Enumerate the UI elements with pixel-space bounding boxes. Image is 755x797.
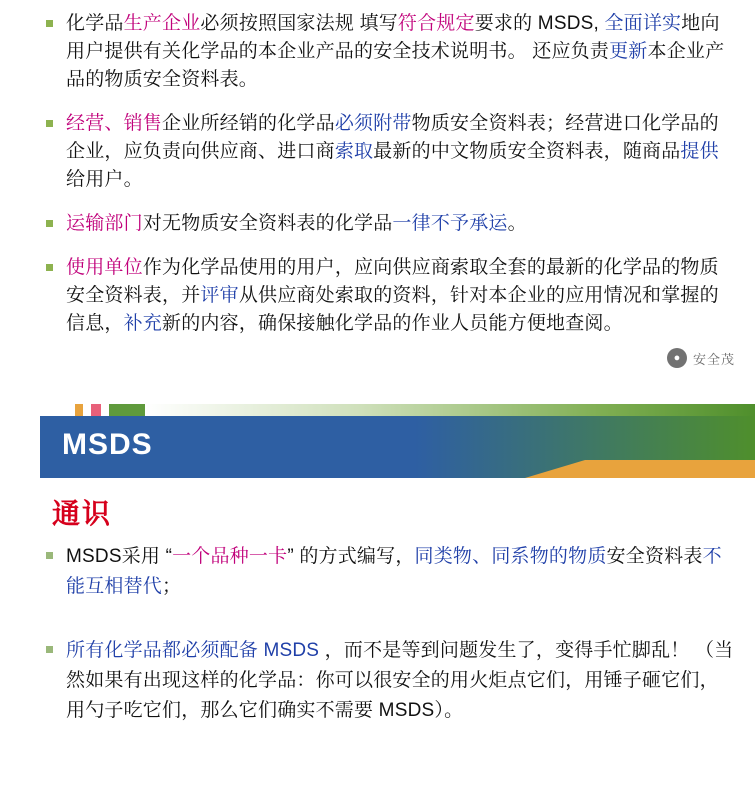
bullet-marker-icon [46,220,53,227]
text-run: 一个品种一卡 [172,546,288,567]
text-run: 物质安全资料表；经营进口化学品的企业，应负责向供应商、进口商 [66,113,719,162]
slide-bottom [0,404,755,797]
text-run: 必须按照国家法规 填写 [200,13,398,34]
text-run: 对无物质安全资料表的化学品 [142,213,393,234]
section-subtitle: 通识 [52,498,113,529]
text-run: 生产企业 [123,13,201,34]
slide-top-content [0,0,755,338]
text-run: 同类物、同系物的物质 [414,546,607,567]
slide-bottom-content [0,536,755,726]
list-item [38,110,737,194]
title-band-accent [525,460,755,478]
page-title: MSDS [62,428,153,461]
text-run: 符合规定 [397,13,475,34]
watermark-stamp [667,348,735,368]
title-band-left-edge [0,416,40,478]
text-run: MSDS采用 “ [66,546,173,567]
topbar-segment [91,404,101,416]
bullet-text [66,546,722,597]
text-run: 所有化学品都必须配备 MSDS [66,640,320,661]
bullet-text [66,13,724,90]
text-run: ； [162,576,182,597]
topbar-segment [0,404,75,416]
title-band [0,416,755,478]
slide-top [0,0,755,394]
text-run: 索取 [334,141,374,162]
topbar-segment [101,404,109,416]
text-run: 给用户。 [66,169,143,190]
text-run: 作为化学品使用的用户，应向供应商索取全套的最新的化学品的物质安全资料表，并 [66,257,719,306]
text-run: 全面详实 [604,13,682,34]
list-item [38,10,737,94]
wechat-badge-icon: ● [667,348,687,368]
text-run: 安全资料表 [606,546,703,567]
topbar-gradient [145,404,755,416]
bullet-text [66,640,733,721]
bullet-marker-icon [46,120,53,127]
text-run: 使用单位 [66,257,143,278]
text-run: ，而不是等到问题发生了，变得手忙脚乱！ （当然如果有出现这样的化学品：你可以很安全的用火炬点它们，用锤子砸它们，用勺子吃它们，那么它们确实不需要 MSDS）。 [66,640,734,721]
topbar-segment [109,404,145,416]
bullet-marker-icon [46,646,53,653]
text-run: 必须附带 [334,113,412,134]
bullet-marker-icon [46,552,53,559]
bullet-list-bottom [38,542,735,726]
topbar-segment [83,404,91,416]
text-run: 新的内容，确保接触化学品的作业人员能方便地查阅。 [162,313,623,334]
list-item [38,254,737,338]
list-item [38,636,735,726]
text-run: 地向用户提供有关化学品的本企业产品的安全技术说明书。 还应负责 [66,13,720,62]
text-run: ” 的方式编写， [287,546,415,567]
text-run: 更新 [609,41,648,62]
watermark-label: 安全茂 [692,351,735,367]
list-item [38,210,737,238]
text-run: 。 [507,213,527,234]
text-run: 补充 [123,313,163,334]
text-run: 一律不予承运 [392,213,508,234]
text-run: 提供 [680,141,719,162]
topbar-segment [75,404,83,416]
bullet-text [66,257,719,334]
bullet-marker-icon [46,264,53,271]
text-run: 从供应商处索取的资料，针对本企业的应用情况和掌握的信息， [66,285,719,334]
bullet-list-top [38,10,737,338]
bullet-text [66,213,527,234]
text-run: 要求的 MSDS, [474,13,605,34]
text-run: 经营、销售 [66,113,163,134]
text-run: 本企业产品的物质安全资料表。 [66,41,725,90]
text-run: 评审 [200,285,239,306]
text-run: 运输部门 [66,213,143,234]
list-item [38,542,735,602]
bullet-marker-icon [46,20,53,27]
text-run: 不能互相替代 [66,546,722,597]
text-run: 化学品 [66,13,124,34]
text-run: 企业所经销的化学品 [162,113,335,134]
text-run: 最新的中文物质安全资料表，随商品 [373,141,681,162]
decorative-topbar [0,404,755,416]
slide-divider [0,394,755,404]
bullet-text [66,113,719,190]
